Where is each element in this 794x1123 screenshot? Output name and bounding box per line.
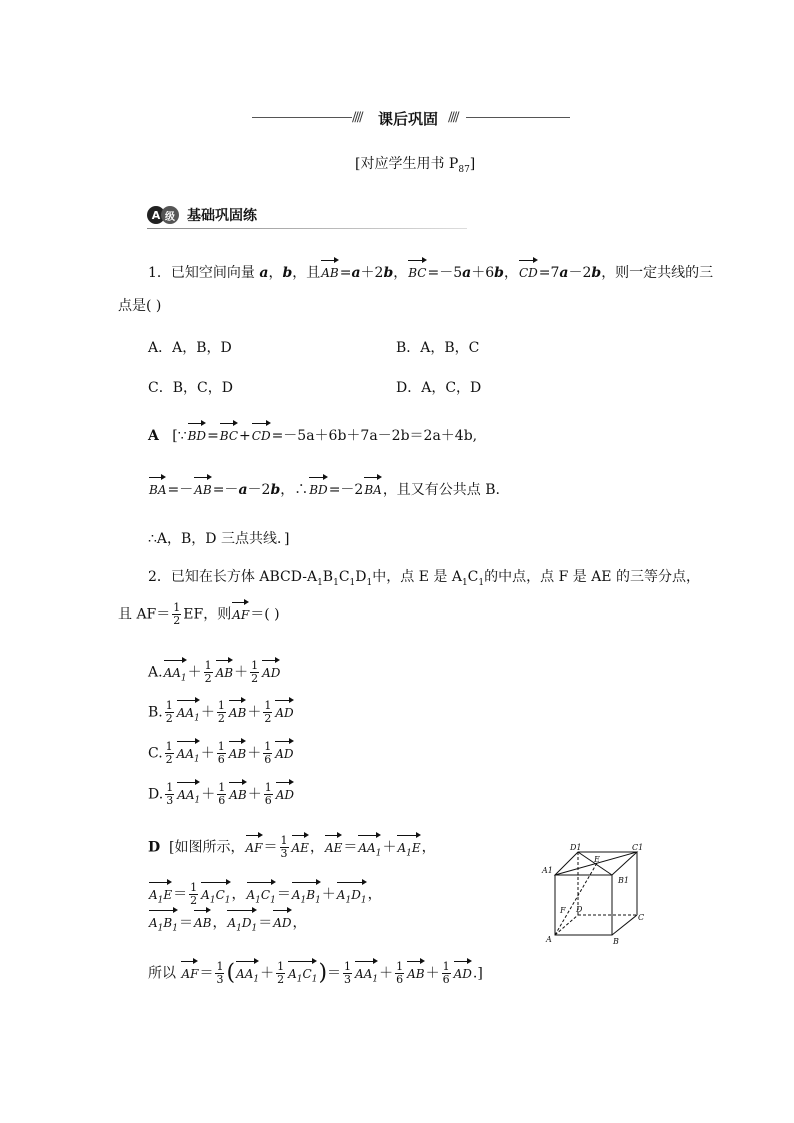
label-d1: D1 bbox=[570, 843, 582, 852]
label-b1: B1 bbox=[618, 876, 629, 885]
q2-option-a: $A.AA_1+$ $\frac{1}{2}$ AB＋ $\frac{1}{2}$ AD bbox=[148, 660, 281, 688]
student-book-ref: [对应学生用书 $P_{87}$] bbox=[355, 156, 476, 175]
q2-solution-line1: D [如图所示，AF＝ $\frac{1}{3}$ AE，$AE=AA_1+A_1E$， bbox=[148, 835, 436, 863]
label-c1: C1 bbox=[632, 843, 644, 852]
q2-solution-line3: $A_1B_1=AB$，$A_1D_1=AD$， bbox=[148, 913, 307, 938]
header-rule-left bbox=[252, 117, 352, 118]
header-title: 课后巩固 bbox=[378, 110, 439, 128]
level-a-badge: A bbox=[147, 206, 165, 224]
q2-option-b: B. $\frac{1}{2}$ $AA_1+$ $\frac{1}{2}$ AB＋ $\frac{1}{2}$ AD bbox=[148, 700, 295, 728]
q1-solution-line1: A [∵BD=BC+CD=－5a＋6b＋7a－2b＝2a＋4b, bbox=[148, 428, 478, 444]
label-a1: A1 bbox=[542, 866, 553, 875]
label-f: F bbox=[560, 906, 566, 915]
q2-option-d: D. $\frac{1}{3}$ $AA_1+$ $\frac{1}{6}$ AB＋ $\frac{1}{6}$ AD bbox=[148, 782, 295, 810]
q2-stem: 2．已知在长方体 ABCD-$A_1B_1C_1D_1$中，点 E 是 $A_1C_1$的中点，点 F 是 AE 的三等分点， bbox=[148, 569, 700, 588]
q1-option-d: D．A，C，D bbox=[396, 380, 482, 396]
q1-option-a: A．A，B，D bbox=[148, 340, 232, 356]
label-d: D bbox=[576, 905, 583, 914]
header-hatch-left: //// bbox=[352, 110, 362, 125]
q1-stem: 1．已知空间向量 a，b，且AB=a＋2b，BC=－5a＋6b，CD=7a－2b，则一定共线的三 bbox=[148, 265, 714, 281]
q1-solution-line2: BA=－AB=－a－2b，∴BD=－2BA，且又有公共点 B. bbox=[149, 482, 501, 498]
q1-solution-line3: ∴A，B，D 三点共线．] bbox=[148, 531, 290, 547]
section-title: 基础巩固练 bbox=[187, 208, 257, 224]
label-e: E bbox=[594, 855, 600, 864]
q2-solution-line4: 所以 AF＝ $\frac{1}{3}$ ($AA_1+$ $\frac{1}{2}$ $A_1C_1)=$ $\frac{1}{3}$ $AA_1+$ $\frac{1}{6}$ AB＋ $\frac{1}{6}$ AD.] bbox=[148, 961, 483, 989]
section-underline bbox=[147, 228, 467, 229]
label-a: A bbox=[546, 935, 552, 944]
label-c: C bbox=[638, 913, 645, 922]
q2-stem-line2: 且 AF＝ $\frac{1}{2}$ EF，则AF＝( ) bbox=[118, 601, 280, 627]
level-badge: 级 bbox=[161, 206, 179, 224]
cuboid-figure bbox=[540, 840, 670, 950]
section-header bbox=[147, 205, 257, 225]
q1-option-b: B．A，B，C bbox=[396, 340, 480, 356]
header-rule-right bbox=[466, 117, 570, 118]
q1-stem-line2: 点是( ) bbox=[118, 298, 162, 314]
q2-option-c: C. $\frac{1}{2}$ $AA_1+$ $\frac{1}{6}$ AB＋ $\frac{1}{6}$ AD bbox=[148, 741, 295, 769]
label-b: B bbox=[613, 937, 619, 946]
q1-option-c: C．B，C，D bbox=[148, 380, 233, 396]
header-hatch-right: //// bbox=[448, 110, 458, 125]
q2-solution-line2: $A_1E=$ $\frac{1}{2}$ $A_1C_1$，$A_1C_1=A_1B_1+A_1D_1$， bbox=[148, 882, 382, 910]
